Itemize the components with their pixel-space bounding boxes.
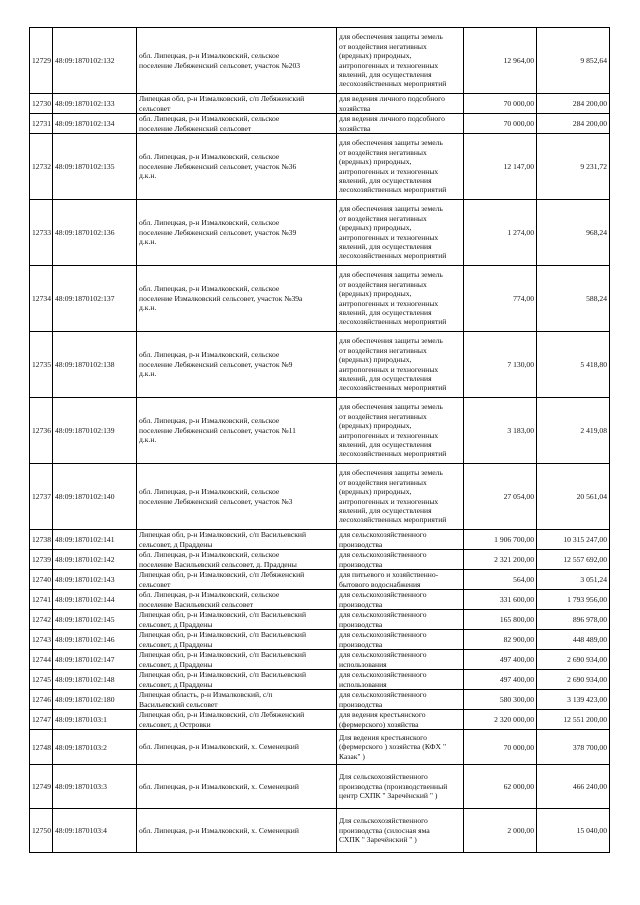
cadastral-number-cell	[53, 630, 137, 650]
cadastral-number-cell	[53, 530, 137, 550]
permitted-use-cell	[337, 266, 464, 332]
row-number: 12746	[32, 695, 51, 704]
land-area-cell	[464, 550, 537, 570]
permitted-use: для обеспечения защиты земель от воздействия негативных (вредных) природных, антропогенных и техногенных явлений, для осуществления лесохозяйственных мероприятий	[339, 270, 447, 327]
cadastral-number: 48:09:1870102:141	[55, 535, 115, 544]
cadastral-number-cell	[53, 650, 137, 670]
land-address-cell	[137, 28, 337, 94]
cadastral-value: 448 489,00	[572, 635, 607, 644]
row-number: 12748	[32, 742, 51, 752]
land-address: обл. Липецкая, р-н Измалковский, сельское поселение Лебяженский сельсовет, участок №11 д.к.н.	[139, 416, 296, 445]
land-area-cell	[464, 200, 537, 266]
cadastral-value: 15 040,00	[576, 826, 607, 835]
land-address-cell	[137, 670, 337, 690]
land-address-cell	[137, 398, 337, 464]
row-number-cell	[30, 670, 53, 690]
row-number: 12745	[32, 675, 51, 684]
land-address: обл. Липецкая, р-н Измалковский, сельское поселение Васильевский сельсовет, д. Праддены	[139, 550, 297, 569]
land-area: 580 300,00	[499, 695, 534, 704]
permitted-use-cell	[337, 710, 464, 730]
row-number-cell	[30, 630, 53, 650]
land-address: обл. Липецкая, р-н Измалковский, сельское поселение Лебяженский сельсовет, участок №9 д.к.н.	[139, 350, 293, 379]
cadastral-number: 48:09:1870102:142	[55, 555, 115, 564]
land-address: обл. Липецкая, р-н Измалковский, сельское поселение Лебяженский сельсовет, участок №3	[139, 487, 293, 506]
cadastral-number-cell	[53, 28, 137, 94]
cadastral-number: 48:09:1870102:135	[55, 162, 115, 171]
cadastral-number-cell	[53, 610, 137, 630]
table-row	[30, 570, 610, 590]
row-number: 12743	[32, 635, 51, 644]
permitted-use-cell	[337, 200, 464, 266]
row-number: 12739	[32, 555, 51, 564]
land-area: 3 183,00	[507, 426, 534, 435]
land-address-cell	[137, 710, 337, 730]
land-area-cell	[464, 610, 537, 630]
row-number: 12731	[32, 119, 51, 128]
land-address: обл. Липецкая, р-н Измалковский, сельское поселение Лебяженский сельсовет, участок №203	[139, 51, 301, 70]
row-number: 12730	[32, 99, 51, 108]
table-row	[30, 464, 610, 530]
permitted-use: для ведения личного подсобного хозяйства	[339, 94, 445, 113]
row-number-cell	[30, 650, 53, 670]
land-address-cell	[137, 630, 337, 650]
row-number-cell	[30, 332, 53, 398]
land-area: 82 900,00	[503, 635, 534, 644]
land-registry-table	[29, 27, 610, 853]
cadastral-number: 48:09:1870102:180	[55, 695, 115, 704]
land-area-cell	[464, 114, 537, 134]
table-row	[30, 809, 610, 853]
cadastral-value-cell	[537, 630, 610, 650]
permitted-use: для сельскохозяйственного производства	[339, 550, 427, 569]
cadastral-value-cell	[537, 765, 610, 809]
land-address: обл. Липецкая, р-н Измалковский, сельское поселение Измалковский сельсовет, участок №39а д.к.н.	[139, 284, 303, 313]
cadastral-number: 48:09:1870102:132	[55, 56, 115, 65]
row-number-cell	[30, 570, 53, 590]
cadastral-number-cell	[53, 550, 137, 570]
cadastral-number-cell	[53, 570, 137, 590]
table-row	[30, 398, 610, 464]
permitted-use-cell	[337, 570, 464, 590]
cadastral-number-cell	[53, 765, 137, 809]
cadastral-value-cell	[537, 94, 610, 114]
row-number-cell	[30, 550, 53, 570]
cadastral-number: 48:09:1870103:4	[55, 826, 107, 835]
land-area: 27 054,00	[503, 492, 534, 501]
land-address-cell	[137, 134, 337, 200]
land-area-cell	[464, 809, 537, 853]
cadastral-value-cell	[537, 200, 610, 266]
cadastral-value-cell	[537, 690, 610, 710]
land-area: 497 400,00	[499, 655, 534, 664]
cadastral-number-cell	[53, 690, 137, 710]
registry-table-body	[30, 28, 610, 853]
row-number-cell	[30, 266, 53, 332]
cadastral-value: 284 200,00	[572, 119, 607, 128]
land-address: Липецкая обл, р-н Измалковский, с/п Лебяженский сельсовет, д Островки	[139, 710, 305, 729]
permitted-use: для сельскохозяйственного производства	[339, 530, 427, 549]
land-area-cell	[464, 765, 537, 809]
cadastral-number-cell	[53, 464, 137, 530]
land-area-cell	[464, 690, 537, 710]
cadastral-value-cell	[537, 398, 610, 464]
permitted-use-cell	[337, 94, 464, 114]
land-area: 62 000,00	[503, 782, 534, 791]
cadastral-number: 48:09:1870103:2	[55, 742, 107, 752]
permitted-use-cell	[337, 332, 464, 398]
permitted-use-cell	[337, 610, 464, 630]
cadastral-value-cell	[537, 570, 610, 590]
row-number: 12734	[32, 294, 51, 303]
row-number: 12747	[32, 715, 51, 724]
table-row	[30, 630, 610, 650]
permitted-use-cell	[337, 114, 464, 134]
permitted-use-cell	[337, 730, 464, 765]
cadastral-value-cell	[537, 266, 610, 332]
land-area-cell	[464, 710, 537, 730]
land-address-cell	[137, 530, 337, 550]
table-row	[30, 765, 610, 809]
row-number-cell	[30, 134, 53, 200]
land-address: обл. Липецкая, р-н Измалковский, х. Семенецкий	[139, 742, 299, 752]
land-address: Липецкая обл, р-н Измалковский, с/п Васильевский сельсовет, д Праддены	[139, 630, 307, 649]
cadastral-value: 3 051,24	[580, 575, 607, 584]
cadastral-value: 466 240,00	[572, 782, 607, 791]
row-number: 12749	[32, 782, 51, 791]
row-number-cell	[30, 464, 53, 530]
permitted-use-cell	[337, 530, 464, 550]
permitted-use-cell	[337, 670, 464, 690]
land-area-cell	[464, 530, 537, 550]
cadastral-number: 48:09:1870102:137	[55, 294, 115, 303]
land-address-cell	[137, 730, 337, 765]
cadastral-number: 48:09:1870103:1	[55, 715, 107, 724]
cadastral-number-cell	[53, 710, 137, 730]
row-number: 12735	[32, 360, 51, 369]
cadastral-value: 3 139 423,00	[567, 695, 607, 704]
cadastral-value-cell	[537, 610, 610, 630]
permitted-use: для сельскохозяйственного производства	[339, 610, 427, 629]
row-number: 12733	[32, 228, 51, 237]
land-address: обл. Липецкая, р-н Измалковский, сельское поселение Лебяженский сельсовет	[139, 114, 280, 133]
table-row	[30, 690, 610, 710]
table-row	[30, 710, 610, 730]
cadastral-number: 48:09:1870102:139	[55, 426, 115, 435]
row-number-cell	[30, 690, 53, 710]
cadastral-value: 2 690 934,00	[567, 675, 607, 684]
cadastral-number-cell	[53, 398, 137, 464]
table-row	[30, 28, 610, 94]
land-area: 774,00	[513, 294, 534, 303]
table-row	[30, 530, 610, 550]
cadastral-number-cell	[53, 94, 137, 114]
cadastral-number-cell	[53, 200, 137, 266]
row-number-cell	[30, 809, 53, 853]
cadastral-number-cell	[53, 730, 137, 765]
row-number: 12742	[32, 615, 51, 624]
land-area: 331 600,00	[499, 595, 534, 604]
row-number: 12750	[32, 826, 51, 835]
land-address-cell	[137, 690, 337, 710]
cadastral-number-cell	[53, 266, 137, 332]
land-area: 12 147,00	[503, 162, 534, 171]
permitted-use: для ведения крестьянского (фермерского) хозяйства	[339, 710, 426, 729]
permitted-use: Для ведения крестьянского (фермерского ) хозяйства (КФХ " Казак" )	[339, 732, 447, 761]
cadastral-number: 48:09:1870102:144	[55, 595, 115, 604]
land-area: 2 321 200,00	[494, 555, 534, 564]
cadastral-number: 48:09:1870102:138	[55, 360, 115, 369]
cadastral-value-cell	[537, 134, 610, 200]
land-area-cell	[464, 266, 537, 332]
table-row	[30, 670, 610, 690]
cadastral-value-cell	[537, 464, 610, 530]
permitted-use-cell	[337, 765, 464, 809]
land-address-cell	[137, 650, 337, 670]
cadastral-number: 48:09:1870102:134	[55, 119, 115, 128]
cadastral-value-cell	[537, 332, 610, 398]
cadastral-value: 1 793 956,00	[567, 595, 607, 604]
land-area-cell	[464, 650, 537, 670]
permitted-use: Для сельскохозяйственного производства (производственный центр СХПК " Заречёнский " )	[339, 772, 448, 801]
cadastral-number: 48:09:1870102:148	[55, 675, 115, 684]
permitted-use-cell	[337, 28, 464, 94]
table-row	[30, 550, 610, 570]
land-address: обл. Липецкая, р-н Измалковский, сельское поселение Лебяженский сельсовет, участок №36 д.к.н.	[139, 152, 297, 181]
cadastral-value: 9 231,72	[580, 162, 607, 171]
land-area: 497 400,00	[499, 675, 534, 684]
row-number-cell	[30, 530, 53, 550]
land-area: 12 964,00	[503, 56, 534, 65]
table-row	[30, 134, 610, 200]
cadastral-value-cell	[537, 530, 610, 550]
cadastral-value: 896 978,00	[572, 615, 607, 624]
table-row	[30, 200, 610, 266]
land-area-cell	[464, 590, 537, 610]
permitted-use: для обеспечения защиты земель от воздействия негативных (вредных) природных, антропогенных и техногенных явлений, для осуществления лесохозяйственных мероприятий	[339, 402, 447, 459]
land-address-cell	[137, 550, 337, 570]
row-number: 12737	[32, 492, 51, 501]
land-address-cell	[137, 570, 337, 590]
cadastral-value: 5 418,80	[580, 360, 607, 369]
table-row	[30, 114, 610, 134]
cadastral-value: 12 551 200,00	[563, 715, 607, 724]
permitted-use: для обеспечения защиты земель от воздействия негативных (вредных) природных, антропогенных и техногенных явлений, для осуществления лесохозяйственных мероприятий	[339, 336, 447, 393]
permitted-use-cell	[337, 630, 464, 650]
table-row	[30, 730, 610, 765]
land-address: обл. Липецкая, р-н Измалковский, х. Семенецкий	[139, 825, 299, 835]
permitted-use: для обеспечения защиты земель от воздействия негативных (вредных) природных, антропогенных и техногенных явлений, для осуществления лесохозяйственных мероприятий	[339, 138, 447, 195]
row-number-cell	[30, 94, 53, 114]
row-number: 12736	[32, 426, 51, 435]
row-number-cell	[30, 114, 53, 134]
row-number-cell	[30, 590, 53, 610]
land-address: Липецкая обл, р-н Измалковский, с/п Лебяженский сельсовет	[139, 570, 305, 589]
permitted-use: для сельскохозяйственного использования	[339, 650, 427, 669]
land-address: обл. Липецкая, р-н Измалковский, сельское поселение Васильевский сельсовет	[139, 590, 280, 609]
row-number: 12740	[32, 575, 51, 584]
cadastral-value-cell	[537, 28, 610, 94]
cadastral-value: 10 315 247,00	[563, 535, 607, 544]
permitted-use-cell	[337, 550, 464, 570]
permitted-use-cell	[337, 134, 464, 200]
land-address: Липецкая область, р-н Измалковский, с/п Васильевский сельсовет	[139, 690, 273, 709]
land-area: 70 000,00	[503, 99, 534, 108]
land-area-cell	[464, 464, 537, 530]
cadastral-value: 378 700,00	[572, 742, 607, 752]
cadastral-number: 48:09:1870102:147	[55, 655, 115, 664]
row-number-cell	[30, 765, 53, 809]
land-area-cell	[464, 730, 537, 765]
cadastral-number-cell	[53, 809, 137, 853]
land-address-cell	[137, 765, 337, 809]
land-address: Липецкая обл, р-н Измалковский, с/п Васильевский сельсовет, д Праддены	[139, 530, 307, 549]
cadastral-value-cell	[537, 650, 610, 670]
cadastral-number: 48:09:1870102:136	[55, 228, 115, 237]
cadastral-value: 284 200,00	[572, 99, 607, 108]
table-row	[30, 94, 610, 114]
land-area-cell	[464, 398, 537, 464]
land-area: 165 800,00	[499, 615, 534, 624]
permitted-use-cell	[337, 650, 464, 670]
land-area: 2 320 000,00	[494, 715, 534, 724]
cadastral-value-cell	[537, 730, 610, 765]
permitted-use: для сельскохозяйственного производства	[339, 690, 427, 709]
land-address-cell	[137, 114, 337, 134]
row-number: 12732	[32, 162, 51, 171]
row-number: 12729	[32, 56, 51, 65]
land-address-cell	[137, 200, 337, 266]
cadastral-value: 20 561,04	[576, 492, 607, 501]
cadastral-value: 12 557 692,00	[563, 555, 607, 564]
land-address: обл. Липецкая, р-н Измалковский, сельское поселение Лебяженский сельсовет, участок №39 д.к.н.	[139, 218, 297, 247]
table-row	[30, 590, 610, 610]
land-area: 1 274,00	[507, 228, 534, 237]
cadastral-number-cell	[53, 134, 137, 200]
row-number-cell	[30, 730, 53, 765]
permitted-use-cell	[337, 809, 464, 853]
land-area-cell	[464, 570, 537, 590]
land-address: Липецкая обл, р-н Измалковский, с/п Лебяженский сельсовет	[139, 94, 305, 113]
permitted-use: для сельскохозяйственного использования	[339, 670, 427, 689]
land-area-cell	[464, 332, 537, 398]
row-number-cell	[30, 28, 53, 94]
cadastral-number-cell	[53, 332, 137, 398]
land-address: Липецкая обл, р-н Измалковский, с/п Васильевский сельсовет, д Праддены	[139, 670, 307, 689]
cadastral-number-cell	[53, 670, 137, 690]
cadastral-value-cell	[537, 809, 610, 853]
land-area: 564,00	[513, 575, 534, 584]
cadastral-value: 968,24	[586, 228, 607, 237]
land-area-cell	[464, 630, 537, 650]
land-address-cell	[137, 590, 337, 610]
cadastral-number: 48:09:1870102:146	[55, 635, 115, 644]
land-address-cell	[137, 610, 337, 630]
cadastral-number: 48:09:1870102:143	[55, 575, 115, 584]
permitted-use: для обеспечения защиты земель от воздействия негативных (вредных) природных, антропогенных и техногенных явлений, для осуществления лесохозяйственных мероприятий	[339, 468, 447, 525]
row-number: 12744	[32, 655, 51, 664]
row-number-cell	[30, 710, 53, 730]
land-address-cell	[137, 464, 337, 530]
permitted-use-cell	[337, 464, 464, 530]
land-address-cell	[137, 809, 337, 853]
cadastral-value-cell	[537, 670, 610, 690]
land-address-cell	[137, 94, 337, 114]
row-number: 12738	[32, 535, 51, 544]
permitted-use: для обеспечения защиты земель от воздействия негативных (вредных) природных, антропогенных и техногенных явлений, для осуществления лесохозяйственных мероприятий	[339, 32, 447, 89]
permitted-use-cell	[337, 590, 464, 610]
land-area: 70 000,00	[503, 742, 534, 752]
row-number-cell	[30, 398, 53, 464]
cadastral-number-cell	[53, 114, 137, 134]
land-address-cell	[137, 332, 337, 398]
cadastral-value: 2 690 934,00	[567, 655, 607, 664]
document-page	[29, 27, 610, 853]
land-area-cell	[464, 670, 537, 690]
cadastral-number: 48:09:1870103:3	[55, 782, 107, 791]
land-area: 2 000,00	[507, 826, 534, 835]
land-address-cell	[137, 266, 337, 332]
land-area: 70 000,00	[503, 119, 534, 128]
land-address: Липецкая обл, р-н Измалковский, с/п Васильевский сельсовет, д Праддены	[139, 610, 307, 629]
table-row	[30, 610, 610, 630]
cadastral-value: 2 419,08	[580, 426, 607, 435]
cadastral-number: 48:09:1870102:133	[55, 99, 115, 108]
permitted-use: для сельскохозяйственного производства	[339, 590, 427, 609]
row-number-cell	[30, 610, 53, 630]
permitted-use-cell	[337, 398, 464, 464]
row-number: 12741	[32, 595, 51, 604]
permitted-use: для сельскохозяйственного производства	[339, 630, 427, 649]
land-address: Липецкая обл, р-н Измалковский, с/п Васильевский сельсовет, д Праддены	[139, 650, 307, 669]
cadastral-value: 9 852,64	[580, 56, 607, 65]
cadastral-value: 588,24	[586, 294, 607, 303]
permitted-use-cell	[337, 690, 464, 710]
table-row	[30, 332, 610, 398]
cadastral-value-cell	[537, 710, 610, 730]
table-row	[30, 266, 610, 332]
land-area-cell	[464, 134, 537, 200]
row-number-cell	[30, 200, 53, 266]
land-area: 7 130,00	[507, 360, 534, 369]
permitted-use: Для сельскохозяйственного производства (силосная яма СХПК " Заречёнский " )	[339, 816, 430, 845]
land-area: 1 906 700,00	[494, 535, 534, 544]
land-area-cell	[464, 28, 537, 94]
land-area-cell	[464, 94, 537, 114]
land-address: обл. Липецкая, р-н Измалковский, х. Семенецкий	[139, 781, 299, 791]
cadastral-value-cell	[537, 114, 610, 134]
cadastral-number: 48:09:1870102:140	[55, 492, 115, 501]
cadastral-value-cell	[537, 590, 610, 610]
permitted-use: для ведения личного подсобного хозяйства	[339, 114, 445, 133]
cadastral-value-cell	[537, 550, 610, 570]
permitted-use: для обеспечения защиты земель от воздействия негативных (вредных) природных, антропогенных и техногенных явлений, для осуществления лесохозяйственных мероприятий	[339, 204, 447, 261]
cadastral-number: 48:09:1870102:145	[55, 615, 115, 624]
table-row	[30, 650, 610, 670]
cadastral-number-cell	[53, 590, 137, 610]
permitted-use: для питьевого и хозяйственно- бытового водоснабжения	[339, 570, 439, 589]
